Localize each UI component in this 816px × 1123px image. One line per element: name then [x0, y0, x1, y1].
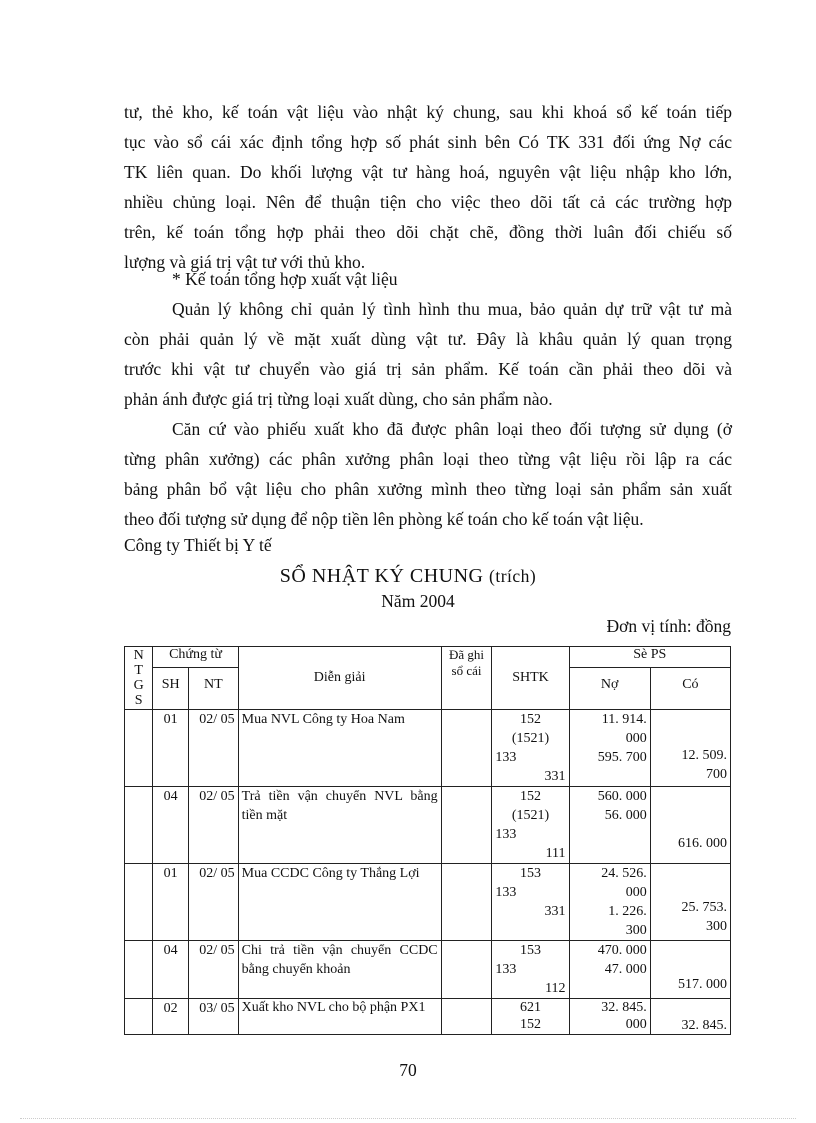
account-code: 152 [519, 712, 541, 727]
account-code: 133 [495, 962, 517, 977]
debit-line: 470. 000 [597, 943, 647, 958]
credit-line: 616. 000 [678, 836, 727, 851]
account-code: 133 [495, 750, 517, 765]
paragraph-line: trên, kế toán tổng hợp phải theo dõi chặt chẽ, đồng thời luân đối chiếu số [124, 222, 732, 242]
paragraph-2 [124, 294, 732, 414]
cell-desc: Xuất kho NVL cho bộ phận PX1 [238, 999, 441, 1035]
paragraph-line: tư, thẻ kho, kế toán vật liệu vào nhật ký chung, sau khi khoá sổ kế toán tiếp [124, 102, 732, 122]
account-code: 331 [544, 904, 566, 919]
cell-shtk [492, 941, 569, 999]
cell-credit [650, 710, 730, 787]
header-so-ps: Sè PS [569, 647, 730, 668]
debit-line: 595. 700 [597, 750, 647, 765]
account-code: 112 [545, 981, 566, 996]
ledger-title-suffix: (trích) [489, 566, 537, 586]
table-row [125, 941, 731, 999]
cell-sh: 04 [153, 941, 189, 999]
section-heading: * Kế toán tổng hợp xuất vật liệu [172, 269, 398, 289]
paragraph-line: TK liên quan. Do khối lượng vật tư hàng hoá, nguyên vật liệu nhập kho lớn, [124, 162, 732, 182]
table-row [125, 710, 731, 787]
cell-credit [650, 999, 730, 1035]
cell-nt: 02/ 05 [188, 864, 238, 941]
account-code: (1521) [511, 808, 550, 823]
debit-line: 000 [625, 1017, 647, 1032]
cell-posted [441, 864, 492, 941]
account-code: 152 [519, 789, 541, 804]
paragraph-line: tục vào sổ cái xác định tổng hợp số phát sinh bên Có TK 331 đối ứng Nợ các [124, 132, 732, 152]
credit-line: 25. 753. [681, 900, 727, 915]
table-row [125, 999, 731, 1035]
account-code: 152 [519, 1017, 541, 1032]
account-code: 331 [544, 769, 566, 784]
credit-line: 700 [706, 767, 727, 782]
cell-credit [650, 941, 730, 999]
debit-line: 11. 914. [601, 712, 647, 727]
header-ntgs-text: N T GS [133, 648, 144, 708]
credit-line: 12. 509. [681, 748, 727, 763]
cell-debit [569, 999, 650, 1035]
debit-line: 47. 000 [604, 962, 647, 977]
header-co: Có [650, 668, 730, 710]
account-code: 621 [519, 1000, 541, 1015]
footer-divider [20, 1118, 796, 1119]
cell-posted [441, 787, 492, 864]
debit-line: 560. 000 [597, 789, 647, 804]
credit-line: 517. 000 [678, 977, 727, 992]
debit-line: 56. 000 [604, 808, 647, 823]
cell-desc: Mua CCDC Công ty Thắng Lợi [238, 864, 441, 941]
debit-line: 32. 845. [601, 1000, 647, 1015]
account-code: 133 [495, 885, 517, 900]
cell-posted [441, 999, 492, 1035]
account-code: 153 [519, 943, 541, 958]
header-nt: NT [188, 668, 238, 710]
debit-line: 000 [625, 731, 647, 746]
cell-posted [441, 710, 492, 787]
paragraph-line: trước khi vật tư chuyển vào giá trị sản phẩm. Kế toán cần phải theo dõi và [124, 359, 732, 379]
cell-debit [569, 941, 650, 999]
header-chung-tu: Chứng từ [153, 647, 238, 668]
debit-line: 300 [625, 923, 647, 938]
account-code: 153 [519, 866, 541, 881]
currency-unit: Đơn vị tính: đồng [606, 616, 731, 636]
cell-posted [441, 941, 492, 999]
debit-line: 000 [625, 885, 647, 900]
paragraph-3 [124, 414, 732, 534]
cell-credit [650, 787, 730, 864]
cell-shtk [492, 710, 569, 787]
paragraph-line: từng phân xưởng) các phân xưởng phân loại theo từng vật liệu rồi lập ra các [124, 449, 732, 469]
account-code: (1521) [511, 731, 550, 746]
debit-line: 1. 226. [608, 904, 647, 919]
credit-line: 300 [706, 919, 727, 934]
paragraph-1 [124, 97, 732, 277]
cell-sh: 04 [153, 787, 189, 864]
cell-desc: Mua NVL Công ty Hoa Nam [238, 710, 441, 787]
header-dien-giai: Diễn giải [238, 647, 441, 710]
cell-desc: Trả tiền vận chuyển NVL bằng tiền mặt [238, 787, 441, 864]
cell-ntgs [125, 941, 153, 999]
cell-ntgs [125, 999, 153, 1035]
cell-ntgs [125, 787, 153, 864]
cell-debit [569, 710, 650, 787]
header-da-ghi: Đã ghi sổ cái [441, 647, 492, 710]
journal-table [124, 646, 731, 1035]
paragraph-line: còn phải quản lý về mặt xuất dùng vật tư. Đây là khâu quản lý quan trọng [124, 329, 732, 349]
cell-debit [569, 787, 650, 864]
table-row [125, 787, 731, 864]
cell-nt: 02/ 05 [188, 941, 238, 999]
header-sh: SH [153, 668, 189, 710]
cell-shtk [492, 787, 569, 864]
paragraph-line: Quản lý không chỉ quản lý tình hình thu mua, bảo quản dự trữ vật tư mà [172, 299, 732, 319]
table-row [125, 864, 731, 941]
account-code: 133 [495, 827, 517, 842]
header-no: Nợ [569, 668, 650, 710]
cell-sh: 02 [153, 999, 189, 1035]
paragraph-line: Căn cứ vào phiếu xuất kho đã được phân loại theo đối tượng sử dụng (ở [172, 419, 732, 439]
ledger-title [0, 565, 816, 588]
cell-nt: 02/ 05 [188, 710, 238, 787]
credit-line: 32. 845. [681, 1018, 727, 1033]
ledger-year: Năm 2004 [381, 591, 455, 611]
paragraph-line: bảng phân bổ vật liệu cho phân xưởng mình theo từng loại sản phẩm sản xuất [124, 479, 732, 499]
paragraph-line: theo đối tượng sử dụng để nộp tiền lên phòng kế toán cho kế toán vật liệu. [124, 509, 644, 529]
header-ntgs [125, 647, 153, 710]
page-number: 70 [399, 1060, 417, 1080]
cell-ntgs [125, 864, 153, 941]
account-code: 111 [545, 846, 566, 861]
cell-shtk [492, 864, 569, 941]
cell-debit [569, 864, 650, 941]
paragraph-line: nhiều chủng loại. Nên để thuận tiện cho việc theo dõi tất cả các trường hợp [124, 192, 732, 212]
cell-nt: 02/ 05 [188, 787, 238, 864]
cell-shtk [492, 999, 569, 1035]
cell-ntgs [125, 710, 153, 787]
paragraph-line: phản ánh được giá trị từng loại xuất dùng, cho sản phẩm nào. [124, 389, 553, 409]
cell-nt: 03/ 05 [188, 999, 238, 1035]
cell-sh: 01 [153, 864, 189, 941]
cell-desc: Chi trả tiền vận chuyển CCDC bằng chuyển khoản [238, 941, 441, 999]
company-name: Công ty Thiết bị Y tế [124, 535, 272, 555]
ledger-title-text: SỔ NHẬT KÝ CHUNG [279, 565, 484, 587]
paragraph-line: lượng và giá trị vật tư với thủ kho. [124, 252, 366, 272]
cell-credit [650, 864, 730, 941]
header-shtk: SHTK [492, 647, 569, 710]
cell-sh: 01 [153, 710, 189, 787]
debit-line: 24. 526. [601, 866, 647, 881]
